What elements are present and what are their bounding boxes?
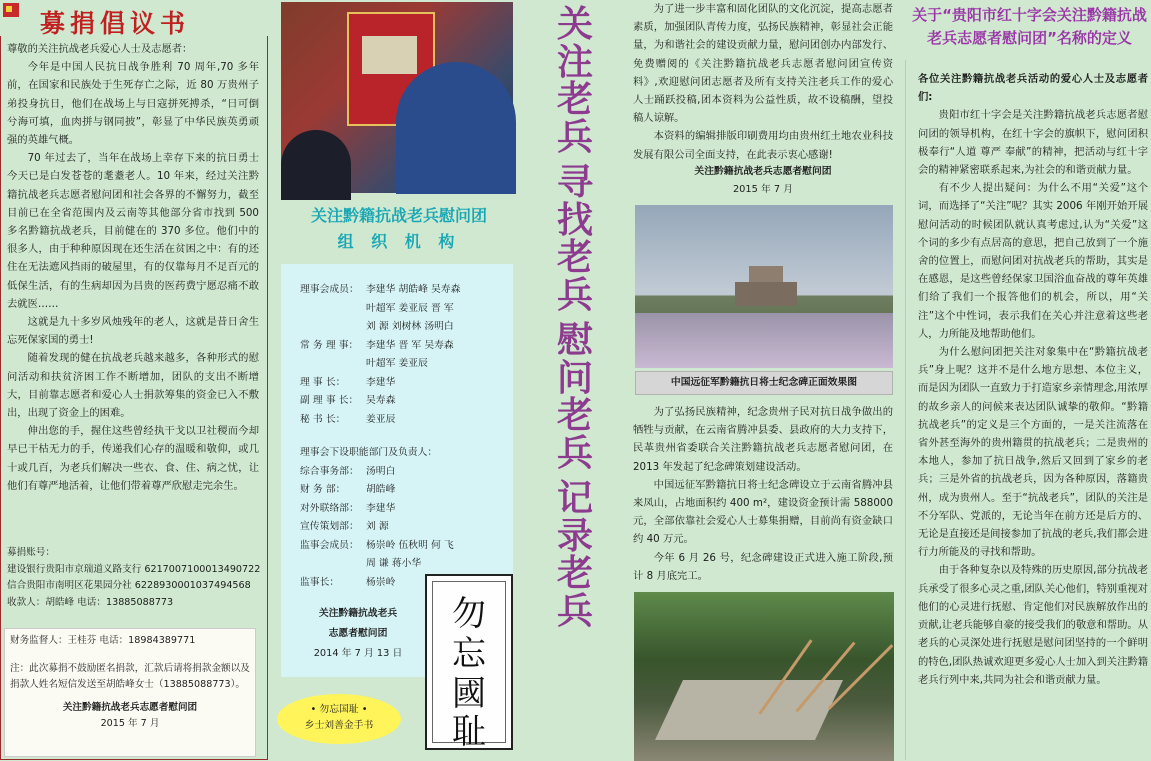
definition-greeting: 各位关注黔籍抗战老兵活动的爱心人士及志愿者们: (918, 73, 1148, 104)
slogan-char: 兵 (556, 115, 593, 158)
dept-row: 监事会成员： 杨崇岭 伍秋明 何 飞 (300, 539, 454, 551)
slogan-char: 记 (556, 477, 593, 519)
definition-title-line: 关于“贵阳市红十字会关注黔籍抗战 (912, 6, 1147, 24)
calligraphy-char: 忘 (452, 634, 486, 674)
donation-note: 注：此次募捐不鼓励匿名捐款，汇款后请将捐款金额以及捐款人姓名短信发送至胡皓峰女士（13885088773）。 (10, 663, 250, 690)
calligraphy-char: 耻 (452, 712, 486, 752)
slogan-char: 兵 (556, 431, 593, 474)
appeal-body (7, 40, 259, 565)
org-signature (283, 604, 433, 664)
dept-heading: 理事会下设职能部门及负责人： (300, 447, 438, 458)
publication-signature (633, 163, 893, 199)
definition-paragraph: 由于各种复杂以及特殊的历史原因,部分抗战老兵承受了很多心灵之重,团队关心他们，特别重视对他们的心灵进行抚慰、肯定他们对民族解放作出的贡献,让老兵能够自豪的接受我们的敬意和帮助。从老兵的心灵深处进行抚慰是慰问团坚持的一个鲜明的特色,团队热诚欢迎更多爱心人士加入到关注黔籍老兵行列中来,共同为社会和谐贡献力量。 (918, 564, 1148, 686)
appeal-paragraph: 伸出您的手，握住这些曾经执干戈以卫社稷而今却早已干枯无力的手，传递我们心存的温暖和敬仰，或几十或几百，为老兵们解决一些衣、食、住、病之忧，让他们有尊严地活着，让他们带着尊严欣慰走完余生。 (7, 425, 259, 492)
org-title-line: 关注黔籍抗战老兵慰问团 (310, 206, 487, 225)
appeal-title: 募捐倡议书 (40, 9, 191, 38)
org-title (283, 203, 515, 255)
memorial-rendering (635, 205, 893, 368)
flag-icon (3, 3, 19, 17)
bank-account-1: 建设银行贵阳市京瑞道义路支行 6217007100013490722 (7, 563, 261, 575)
volunteer-figure (281, 130, 351, 200)
appeal-paragraph: 随着发现的健在抗战老兵越来越多，各种形式的慰问活动和扶贫济困工作不断增加，团队的支出不断增大，目前靠志愿者和爱心人士捐款筹集的资金已入不敷出，出现了资金上的困难。 (7, 352, 259, 420)
slogan-char: 关 (556, 3, 593, 45)
calligraphy-char: 國 (452, 674, 486, 714)
org-row: 副 理 事 长： 吴寿森 (300, 395, 396, 406)
definition-title (908, 4, 1151, 50)
calligraphy-caption (277, 694, 401, 744)
publication-notice (633, 0, 893, 161)
org-signature-line: 关注黔籍抗战老兵 (318, 608, 398, 619)
appeal-paragraph: 今年是中国人民抗日战争胜利 70 周年,70 多年前，在国家和民族处于生死存亡之际，近 80 万贵州子弟投身抗日，他们在战场上与日寇拼死搏杀，“日可倒兮海可填，血肉拼与钢同披”，彰显了中华民族英勇顽强的英雄气概。 (7, 61, 259, 147)
slogan-char: 老 (556, 78, 593, 120)
bank-info (7, 545, 262, 611)
vertical-slogan (552, 3, 598, 632)
org-signature-line: 志愿者慰问团 (328, 628, 388, 639)
slogan-char: 问 (556, 356, 593, 399)
memorial-paragraph: 为了弘扬民族精神，纪念贵州子民对抗日战争做出的牺牲与贡献，在云南省腾冲县委、县政府的大力支持下，民革贵州省委联合关注黔籍抗战老兵志愿者慰问团，在 2013 年发起了纪念碑策划建设活动。 (633, 406, 893, 473)
volunteer-figure (396, 62, 516, 194)
monument-shape (735, 282, 797, 306)
appeal-header (0, 0, 268, 36)
caption-title: • 勿忘国耻 • (310, 704, 368, 715)
slogan-char: 兵 (556, 273, 593, 316)
org-row: 理 事 长： 李建华 (300, 376, 396, 388)
org-list (300, 281, 512, 592)
org-row: 理事会成员： 李建华 胡皓峰 吴寿森 (300, 284, 461, 295)
scaffold-pole (828, 644, 894, 710)
dept-row: 周 谦 蒋小华 (366, 558, 422, 569)
memorial-paragraph: 中国远征军黔籍抗日将士纪念碑设立于云南省腾冲县来凤山，占地面积约 400 m²，建设资金预计需 588000 元，全部依靠社会爱心人士募集捐赠，目前尚有资金缺口约 40 万元。 (633, 478, 893, 546)
definition-paragraph: 为什么慰问团把关注对象集中在“黔籍抗战老兵”身上呢？这并不是什么地方思想、本位主义，而是因为团队一直致力于打造家乡亲情理念,用浓厚的故乡亲人的问候来表达团队诚挚的敬仰。“黔籍抗战老兵”的定义是三个方面的，一是关注流落在省外甚至海外的贵州籍贯的抗战老兵；二是贵州的本地人，参加了抗日战争,然后又回到了家乡的老兵；三是外省的抗战老兵，因为各种原因，落籍贵州，成为贵州人。至于“抗战老兵”，团队的关注是不分军队、党派的，无论当年在前方还是后方的、无论是直接还是间接参加了抗战的老兵,我们都会进行力所能及的寻找和帮助。 (918, 346, 1148, 559)
notice-box (4, 628, 256, 757)
slogan-char: 注 (556, 40, 593, 83)
notice-date: 2015 年 7 月 (100, 718, 160, 729)
memorial-paragraph: 今年 6 月 26 号，纪念碑建设正式进入施工阶段,预计 8 月底完工。 (633, 551, 893, 582)
memorial-text (633, 403, 893, 588)
slogan-char: 录 (556, 514, 593, 557)
slogan-char: 找 (556, 198, 593, 241)
slogan-char: 老 (556, 236, 593, 278)
slogan-char: 寻 (556, 161, 593, 203)
org-row: 刘 源 刘树林 汤明白 (366, 321, 454, 332)
definition-body (918, 70, 1148, 760)
notice-signature: 关注黔籍抗战老兵志愿者慰问团 (62, 702, 198, 713)
notice-paragraph: 为了进一步丰富和固化团队的文化沉淀，提高志愿者素质，加强团队青传力度，弘扬民族精神，彰显社会正能量，为和谐社会的建设贡献力量，慰问团创办内部发行、免费赠阅的《关注黔籍抗战老兵志愿者慰问团宣传资料》,欢迎慰问团志愿者及所有支持关注老兵工作的爱心人士踊跃投稿,团本资料为公益性质，故不设稿酬，望投稿人谅解。 (633, 3, 893, 125)
poster-photo (281, 2, 513, 193)
publication-org: 关注黔籍抗战老兵志愿者慰问团 (694, 166, 832, 177)
bank-payee: 收款人：胡皓峰 电话：13885088773 (7, 596, 174, 608)
org-date: 2014 年 7 月 13 日 (313, 648, 403, 659)
finance-supervisor: 财务监督人：王桂芬 电话：18984389771 (10, 635, 196, 646)
slogan-char: 兵 (556, 589, 593, 632)
column-divider (905, 60, 906, 760)
slogan-char: 老 (556, 394, 593, 436)
memorial-caption: 中国远征军黔籍抗日将士纪念碑正面效果图 (635, 371, 893, 395)
slogan-char: 老 (556, 552, 593, 594)
dept-row: 宣传策划部： 刘 源 (300, 521, 389, 532)
dept-row: 综合事务部： 汤明白 (300, 465, 396, 477)
definition-paragraph: 有不少人提出疑问：为什么不用“关爱”这个词，而选择了“关注”呢？其实 2006 年刚开始开展慰问活动的时候团队就认真考虑过,认为“关爱”这个词的多少有点居高的意思，把自己放到了一个施舍的位置上，而慰问团对抗战老兵的帮助，其实是在感恩，是这些曾经保家卫国浴血奋战的尊年英雄们给了我们一个报答他们的机会，所以，用“关注”这个中性词，表示我们在关心并注意着这些老人，力所能及地帮助他们。 (918, 182, 1148, 340)
appeal-paragraph: 这就是九十多岁风烛残年的老人，这就是昔日舍生忘死保家国的勇士! (7, 316, 259, 347)
appeal-greeting: 尊敬的关注抗战老兵爱心人士及志愿者： (7, 43, 193, 55)
bank-account-2: 信合贵阳市南明区花果园分社 6228930001037494568 (7, 580, 251, 591)
caption-author: 乡士刘善金手书 (304, 720, 374, 731)
notice-paragraph: 本资料的编辑排版印刷费用均由贵州红土地农业科技发展有限公司全面支持，在此表示衷心感谢! (633, 130, 893, 161)
definition-paragraph: 贵阳市红十字会是关注黔籍抗战老兵志愿者慰问团的领导机构，在红十字会的旗帜下，慰问团积极奉行“人道 尊严 奉献”的精神，把活动与红十字会的精神紧密联系起来,为社会的和谐贡献力量。 (918, 109, 1148, 177)
calligraphy-scroll (425, 574, 513, 750)
dept-row: 财 务 部： 胡皓峰 (300, 484, 396, 495)
slogan-char: 慰 (556, 319, 593, 361)
calligraphy-char: 勿 (452, 594, 486, 634)
org-row: 常 务 理 事： 李建华 晋 军 吴寿森 (300, 339, 454, 351)
org-row: 叶超军 姜亚辰 (366, 358, 428, 369)
construction-photo (634, 592, 894, 761)
plaza-shape (635, 313, 893, 368)
bank-heading: 募捐账号： (7, 547, 55, 558)
org-row: 秘 书 长： 姜亚辰 (300, 413, 396, 425)
org-title-line: 组 织 机 构 (337, 232, 461, 251)
org-row: 叶超军 姜亚辰 晋 军 (366, 302, 454, 314)
appeal-paragraph: 70 年过去了，当年在战场上幸存下来的抗日勇士今天已是白发苍苍的耄耋老人。10 年来，经过关注黔籍抗战老兵志愿者慰问团和社会各界的不懈努力，截至目前已在全省范围内及云南等其他部分省市找到 500 多名黔籍抗战老兵，目前健在的 370 多位。他们中的很多人，由于种种原因现在还生活在贫困之中：有的还住在无法遮风挡雨的破屋里，有的仅靠每月不足百元的低保生活，有的生病却因为吕贵的医药费宁愿忍痛不敢去就医…… (7, 152, 259, 310)
dept-row: 监事长： 杨崇岭 (300, 576, 396, 588)
publication-date: 2015 年 7 月 (732, 184, 794, 195)
definition-title-line: 老兵志愿者慰问团”名称的定义 (927, 29, 1132, 47)
dept-row: 对外联络部： 李建华 (300, 502, 396, 514)
